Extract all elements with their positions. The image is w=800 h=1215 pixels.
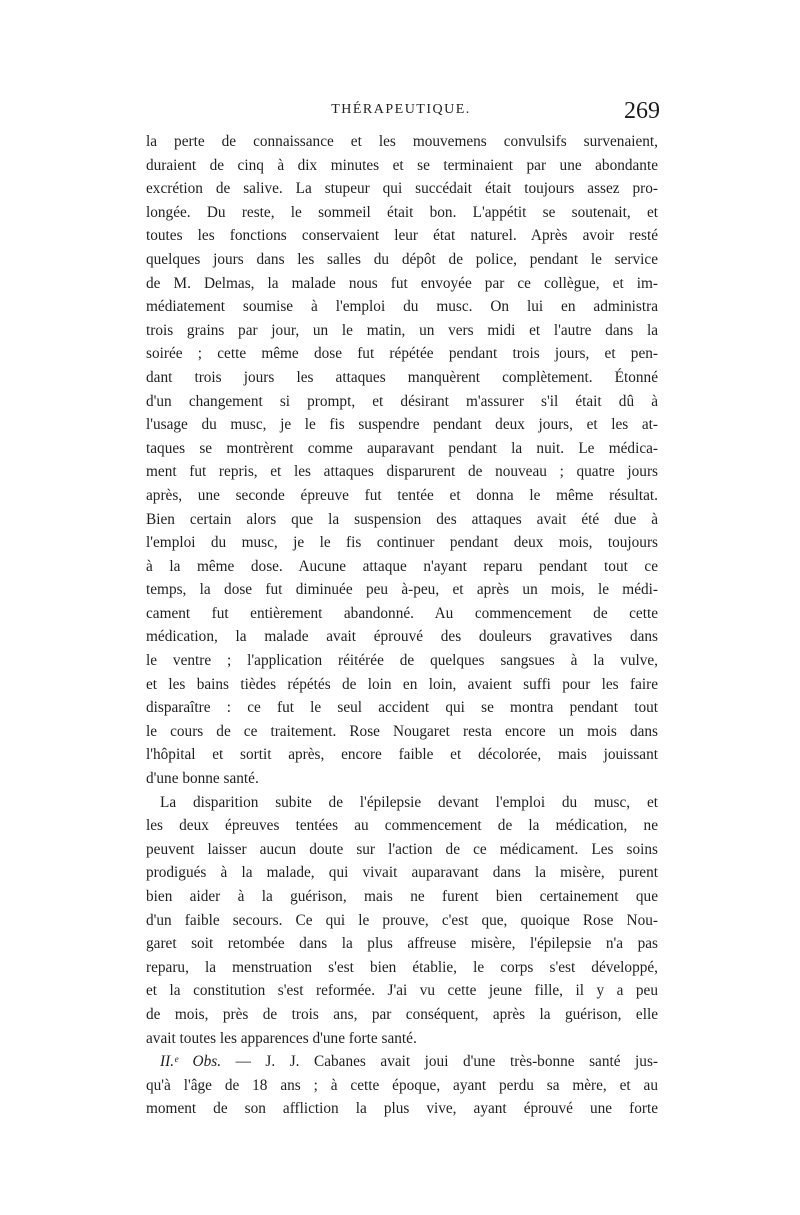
text-line: moment de son affliction la plus vive, ayant éprouvé une forte [146, 1100, 658, 1118]
text-fragment: — J. J. Cabanes avait joui d'une très-bonne santé jus- [235, 1053, 658, 1071]
paragraph-3 [146, 1050, 658, 1121]
text-line: médiatement soumise à l'emploi du musc. On lui en administra [146, 298, 658, 316]
text-line: ment fut repris, et les attaques disparurent de nouveau ; quatre jours [146, 463, 658, 481]
text-line: médication, la malade avait éprouvé des douleurs gravatives dans [146, 628, 658, 646]
text-line: avait toutes les apparences d'une forte santé. [146, 1029, 417, 1047]
text-line: quelques jours dans les salles du dépôt de police, pendant le service [146, 250, 658, 268]
page-number: 269 [624, 98, 660, 124]
text-line: de mois, près de trois ans, par conséquent, après la guérison, elle [146, 1005, 658, 1023]
text-line: et la constitution s'est reformée. J'ai vu cette jeune fille, il y a peu [146, 982, 658, 1000]
text-line: prodigués à la malade, qui vivait auparavant dans la misère, purent [146, 864, 658, 882]
paragraph-1 [146, 130, 658, 791]
text-line: l'emploi du musc, je le fis continuer pendant deux mois, toujours [146, 534, 658, 552]
observation-label: II.ᵉ Obs. [160, 1053, 222, 1071]
text-line: le ventre ; l'application réitérée de quelques sangsues à la vulve, [146, 652, 658, 670]
text-line: longée. Du reste, le sommeil était bon. L'appétit se soutenait, et [146, 203, 658, 221]
text-line: garet soit retombée dans la plus affreuse misère, l'épilepsie n'a pas [146, 935, 658, 953]
running-head [146, 98, 660, 128]
text-line: dant trois jours les attaques manquèrent complètement. Étonné [146, 368, 658, 386]
text-line: de M. Delmas, la malade nous fut envoyée par ce collègue, et im- [146, 274, 658, 292]
text-line: peuvent laisser aucun doute sur l'action de ce médicament. Les soins [146, 840, 658, 858]
text-line: La disparition subite de l'épilepsie devant l'emploi du musc, et [160, 793, 658, 811]
text-line: après, une seconde épreuve fut tentée et donna le même résultat. [146, 486, 658, 504]
text-line: d'une bonne santé. [146, 770, 259, 788]
text-line: excrétion de salive. La stupeur qui succédait était toujours assez pro- [146, 180, 658, 198]
page-heading: THÉRAPEUTIQUE. [331, 102, 471, 117]
text-line: l'usage du musc, je le fis suspendre pendant deux jours, et les at- [146, 416, 658, 434]
text-line: cament fut entièrement abandonné. Au commencement de cette [146, 604, 658, 622]
text-line: disparaître : ce fut le seul accident qui se montra pendant tout [146, 699, 658, 717]
text-line: duraient de cinq à dix minutes et se terminaient par une abondante [146, 156, 658, 174]
text-line: d'un faible secours. Ce qui le prouve, c'est que, quoique Rose Nou- [146, 911, 658, 929]
text-line: la perte de connaissance et les mouvemens convulsifs survenaient, [146, 133, 658, 150]
text-line: temps, la dose fut diminuée peu à-peu, et après un mois, le médi- [146, 581, 658, 599]
text-line: qu'à l'âge de 18 ans ; à cette époque, ayant perdu sa mère, et au [146, 1076, 658, 1094]
text-line: l'hôpital et sortit après, encore faible et décolorée, mais jouissant [146, 746, 658, 764]
text-line: taques se montrèrent comme auparavant pendant la nuit. Le médica- [146, 439, 658, 457]
text-line: Bien certain alors que la suspension des attaques avait été due à [146, 510, 658, 528]
text-line: soirée ; cette même dose fut répétée pendant trois jours, et pen- [146, 345, 658, 363]
text-line: reparu, la menstruation s'est bien établie, le corps s'est développé, [146, 958, 658, 976]
body-text [146, 130, 658, 1121]
paragraph-2 [146, 791, 658, 1051]
text-line: bien aider à la guérison, mais ne furent bien certainement que [146, 888, 658, 905]
text-line: le cours de ce traitement. Rose Nougaret resta encore un mois dans [146, 722, 658, 740]
text-line: toutes les fonctions conservaient leur état naturel. Après avoir resté [146, 227, 658, 245]
text-line: d'un changement si prompt, et désirant m'assurer s'il était dû à [146, 392, 658, 410]
text-line: trois grains par jour, un le matin, un vers midi et l'autre dans la [146, 321, 658, 339]
text-line: et les bains tièdes répétés de loin en loin, avaient suffi pour les faire [146, 675, 658, 693]
text-line [146, 1050, 658, 1074]
text-line: les deux épreuves tentées au commencement de la médication, ne [146, 817, 658, 835]
text-line: à la même dose. Aucune attaque n'ayant reparu pendant tout ce [146, 557, 658, 575]
